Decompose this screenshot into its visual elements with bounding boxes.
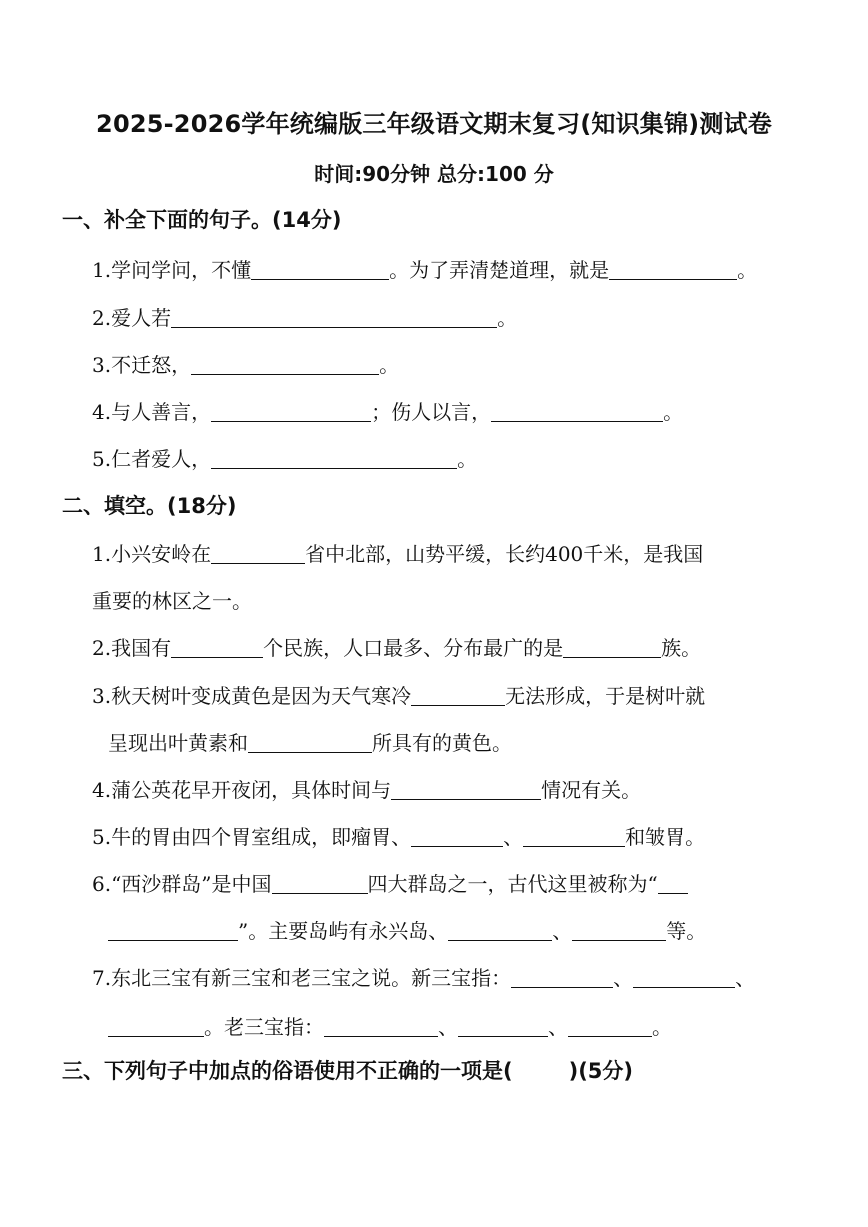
answer-blank[interactable] — [572, 920, 666, 941]
s2-q6-text-b: 四大群岛之一，古代这里被称为“ — [367, 872, 658, 896]
s2-q7-text-b: 、 — [613, 966, 634, 990]
s1-question-5 — [92, 443, 477, 472]
s2-q6-text-c: ”。主要岛屿有永兴岛、 — [238, 919, 449, 943]
answer-blank[interactable] — [108, 1016, 204, 1037]
s2-q6-text-a: 6.“西沙群岛”是中国 — [92, 872, 272, 896]
s2-q7-text-c: 、 — [735, 966, 756, 990]
s2-q5-text-b: 、 — [503, 825, 524, 849]
answer-blank[interactable] — [108, 920, 238, 941]
s2-q2-text-c: 族。 — [661, 636, 702, 660]
answer-blank[interactable] — [324, 1016, 438, 1037]
answer-blank[interactable] — [609, 259, 737, 280]
answer-blank[interactable] — [411, 685, 505, 706]
s2-q3-text-c: 呈现出叶黄素和 — [108, 731, 248, 755]
s2-question-1 — [92, 538, 703, 567]
answer-blank[interactable] — [251, 259, 389, 280]
s1-q4-text-c: 。 — [663, 400, 684, 424]
answer-blank[interactable] — [491, 401, 663, 422]
s2-q1-text-a: 1.小兴安岭在 — [92, 542, 212, 566]
s1-q5-text-b: 。 — [457, 447, 478, 471]
s1-q4-text-b: ；伤人以言， — [371, 400, 492, 424]
answer-blank[interactable] — [511, 967, 613, 988]
s3-heading-b: )(5分) — [568, 1059, 634, 1083]
s2-q4-text-a: 4.蒲公英花早开夜闭，具体时间与 — [92, 778, 392, 802]
s2-q7-text-d: 。老三宝指： — [204, 1015, 324, 1039]
s2-q7-text-g: 。 — [652, 1015, 672, 1039]
section-3-heading — [62, 1055, 633, 1085]
answer-blank[interactable] — [171, 637, 263, 658]
s2-question-1-continued: 重要的林区之一。 — [92, 589, 252, 613]
s2-q3-text-d: 所具有的黄色。 — [372, 731, 512, 755]
s1-q5-text-a: 5.仁者爱人， — [92, 447, 212, 471]
s2-question-7-continued — [108, 1011, 672, 1040]
section-1-heading: 一、补全下面的句子。(14分) — [62, 208, 342, 232]
answer-blank[interactable] — [568, 1016, 652, 1037]
s2-question-2 — [92, 632, 701, 661]
s1-q3-text-b: 。 — [379, 353, 400, 377]
s3-heading-a: 三、下列句子中加点的俗语使用不正确的一项是( — [62, 1059, 513, 1083]
s1-q2-text-b: 。 — [497, 306, 518, 330]
s2-q7-text-e: 、 — [438, 1015, 458, 1039]
s2-q1-text-b: 省中北部，山势平缓，长约400千米，是我国 — [305, 542, 704, 566]
page-subtitle: 时间:90分钟 总分:100 分 — [314, 162, 554, 186]
s2-q7-text-a: 7.东北三宝有新三宝和老三宝之说。新三宝指： — [92, 966, 512, 990]
answer-blank[interactable] — [211, 448, 457, 469]
answer-blank[interactable] — [563, 637, 661, 658]
s2-q4-text-b: 情况有关。 — [541, 778, 642, 802]
s1-question-3 — [92, 349, 399, 378]
s1-question-2 — [92, 302, 517, 331]
s2-question-5 — [92, 821, 705, 850]
s2-q6-text-d: 、 — [552, 919, 573, 943]
answer-blank[interactable] — [248, 732, 372, 753]
s2-q5-text-c: 和皱胃。 — [625, 825, 706, 849]
s2-q2-text-b: 个民族，人口最多、分布最广的是 — [263, 636, 564, 660]
s2-q2-text-a: 2.我国有 — [92, 636, 172, 660]
s2-question-6-continued — [108, 915, 706, 944]
answer-blank[interactable] — [171, 307, 497, 328]
section-2-heading: 二、填空。(18分) — [62, 494, 237, 518]
s1-question-1 — [92, 254, 757, 283]
s1-q2-text-a: 2.爱人若 — [92, 306, 172, 330]
answer-blank[interactable] — [411, 826, 503, 847]
s2-question-3-continued — [108, 727, 512, 756]
s2-question-3 — [92, 680, 705, 709]
answer-blank[interactable] — [448, 920, 552, 941]
answer-blank[interactable] — [211, 401, 371, 422]
s2-q6-text-e: 等。 — [666, 919, 707, 943]
answer-blank[interactable] — [633, 967, 735, 988]
page-title: 2025-2026学年统编版三年级语文期末复习(知识集锦)测试卷 — [96, 110, 772, 138]
answer-blank[interactable] — [523, 826, 625, 847]
answer-blank[interactable] — [458, 1016, 548, 1037]
s2-q3-text-a: 3.秋天树叶变成黄色是因为天气寒冷 — [92, 684, 412, 708]
s1-question-4 — [92, 396, 683, 425]
s2-q5-text-a: 5.牛的胃由四个胃室组成，即瘤胃、 — [92, 825, 412, 849]
s2-question-6 — [92, 868, 688, 897]
s1-q1-text-a: 1.学问学问，不懂 — [92, 258, 252, 282]
answer-blank[interactable] — [391, 779, 541, 800]
s1-q1-text-c: 。 — [737, 258, 758, 282]
s1-q4-text-a: 4.与人善言， — [92, 400, 212, 424]
s2-question-4 — [92, 774, 641, 803]
s2-q3-text-b: 无法形成，于是树叶就 — [505, 684, 706, 708]
s1-q3-text-a: 3.不迁怒， — [92, 353, 192, 377]
s1-q1-text-b: 。为了弄清楚道理，就是 — [389, 258, 610, 282]
s2-question-7 — [92, 962, 755, 991]
s2-q7-text-f: 、 — [548, 1015, 568, 1039]
answer-blank[interactable] — [658, 873, 688, 894]
answer-blank[interactable] — [191, 354, 379, 375]
answer-blank[interactable] — [272, 873, 368, 894]
answer-blank[interactable] — [211, 543, 305, 564]
